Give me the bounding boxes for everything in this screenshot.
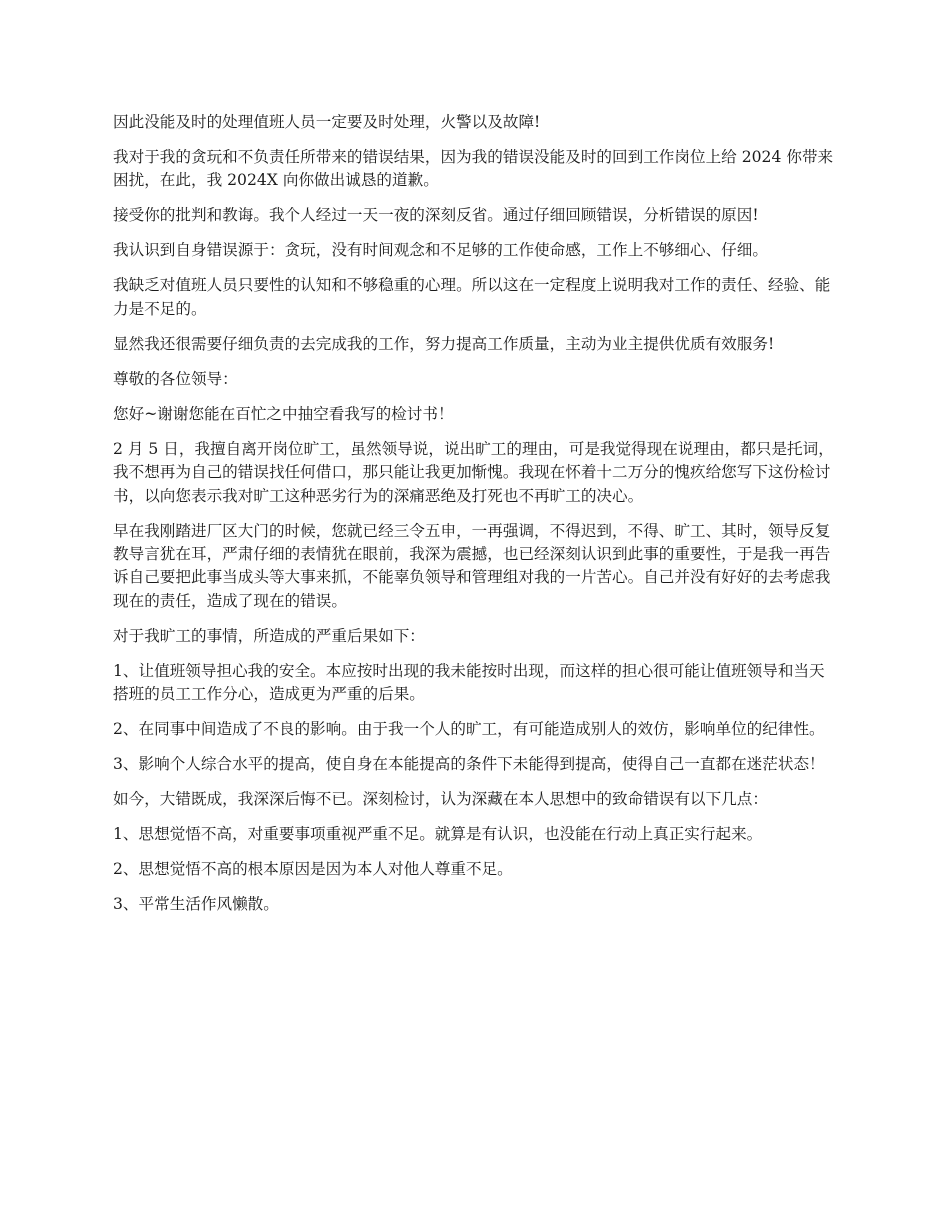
point-item-3: 3、平常生活作风懒散。: [113, 895, 279, 914]
paragraph-4: 我缺乏对值班人员只要性的认知和不够稳重的心理。所以这在一定程度上说明我对工作的责任、经验、能力是不足的。: [113, 276, 831, 318]
paragraph-3: 我认识到自身错误源于：贪玩，没有时间观念和不足够的工作使命感，工作上不够细心、仔细。: [113, 241, 768, 260]
point-item-1: 1、思想觉悟不高，对重要事项重视严重不足。就算是有认识，也没能在行动上真正实行起来。: [113, 825, 763, 844]
list-item-1: 1、让值班领导担心我的安全。本应按时出现的我未能按时出现，而这样的担心很可能让值班领导和当天搭班的员工工作分心，造成更为严重的后果。: [113, 661, 825, 704]
salutation: 尊敬的各位领导：: [113, 369, 238, 388]
paragraph-5: 显然我还很需要仔细负责的去完成我的工作，努力提高工作质量，主动为业主提供优质有效服务!: [113, 334, 775, 353]
point-item-2: 2、思想觉悟不高的根本原因是因为本人对他人尊重不足。: [113, 860, 513, 879]
greeting: 您好~谢谢您能在百忙之中抽空看我写的检讨书！: [113, 404, 454, 423]
document-body: [113, 111, 840, 928]
list-item-3: 3、影响个人综合水平的提高，使自身在本能提高的条件下未能得到提高，使得自己一直都在迷茫状态！: [113, 755, 825, 774]
paragraph-0: 因此没能及时的处理值班人员一定要及时处理，火警以及故障!: [113, 113, 541, 131]
paragraph-1: 我对于我的贪玩和不负责任所带来的错误结果，因为我的错误没能及时的回到工作岗位上给 2024 你带来困扰，在此，我 2024X 向你做出诚恳的道歉。: [113, 148, 834, 190]
list-item-2: 2、在同事中间造成了不良的影响。由于我一个人的旷工，有可能造成别人的效仿，影响单位的纪律性。: [113, 720, 825, 739]
paragraph-10: 对于我旷工的事情，所造成的严重后果如下：: [113, 626, 425, 645]
paragraph-8: 2 月 5 日，我擅自离开岗位旷工，虽然领导说，说出旷工的理由，可是我觉得现在说理由，都只是托词，我不想再为自己的错误找任何借口，那只能让我更加惭愧。我现在怀着十二万分的愧疚给您写下这份检讨书，以向您表示我对旷工这种恶劣行为的深痛恶绝及打死也不再旷工的决心。: [113, 439, 834, 505]
paragraph-2: 接受你的批判和教诲。我个人经过一天一夜的深刻反省。通过仔细回顾错误，分析错误的原因!: [113, 206, 759, 225]
paragraph-14: 如今，大错既成，我深深后悔不已。深刻检讨，认为深藏在本人思想中的致命错误有以下几点：: [113, 790, 768, 809]
paragraph-9: 早在我刚踏进厂区大门的时候，您就已经三令五申，一再强调，不得迟到，不得、旷工、其时，领导反复教导言犹在耳，严肃仔细的表情犹在眼前，我深为震撼，也已经深刻认识到此事的重要性，于是我一再告诉自己要把此事当成头等大事来抓，不能辜负领导和管理组对我的一片苦心。自己并没有好好的去考虑我现在的责任，造成了现在的错误。: [113, 521, 831, 610]
